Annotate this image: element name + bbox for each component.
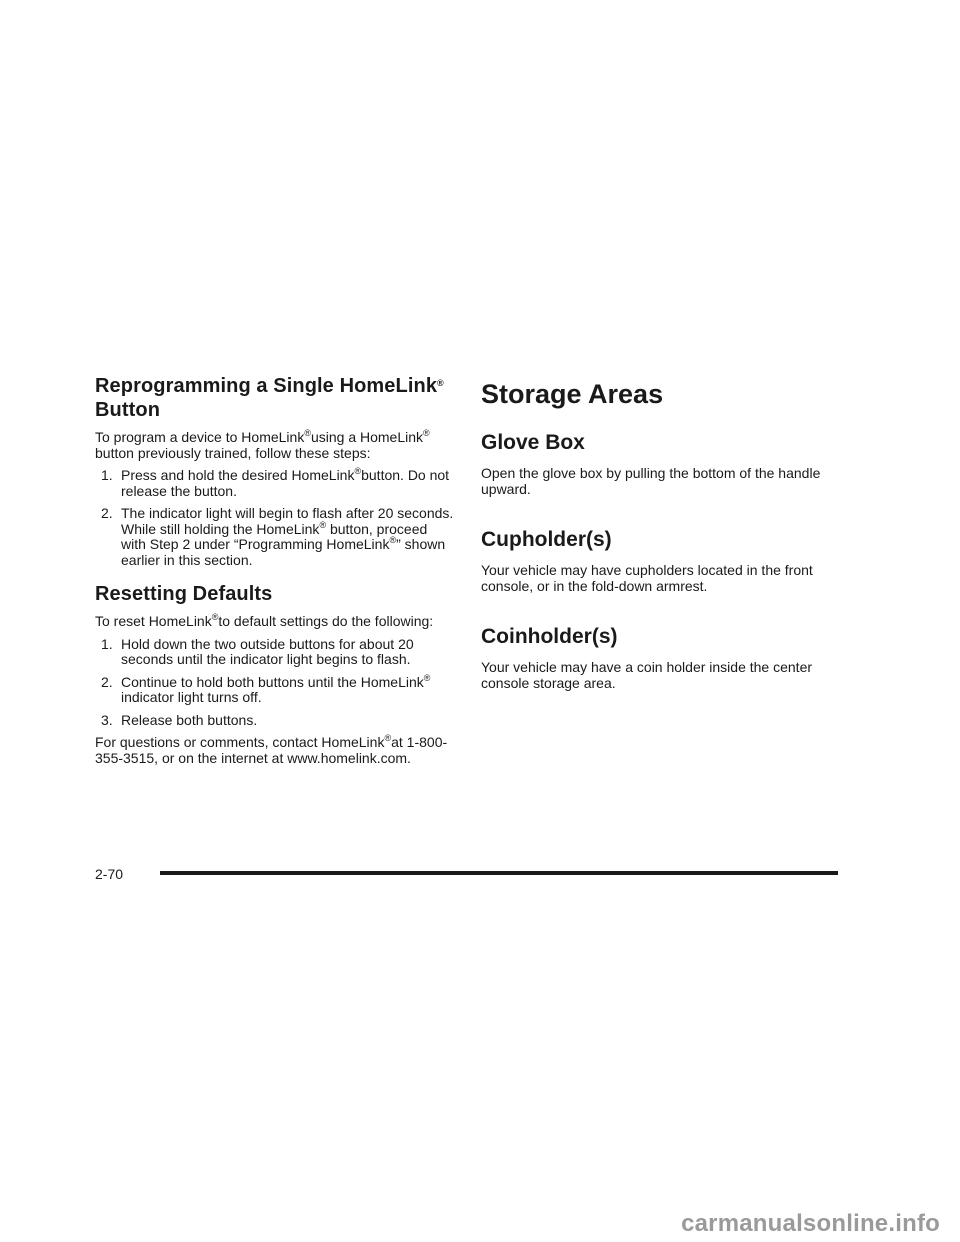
cupholder-text: Your vehicle may have cupholders located in the front console, or in the fold-down armrest. xyxy=(481,562,813,594)
glove-box-text: Open the glove box by pulling the bottom of the handle upward. xyxy=(481,465,821,497)
reset-step-3: 3. Release both buttons. xyxy=(101,711,258,728)
watermark: carmanualsonline.info xyxy=(681,1210,940,1237)
right-column xyxy=(481,374,841,721)
glove-box-heading: Glove Box xyxy=(481,431,585,454)
contact-paragraph: For questions or comments, contact HomeLink®at 1-800-355-3515, or on the internet at www.homelink.com. xyxy=(95,733,448,766)
resetting-defaults-heading: Resetting Defaults xyxy=(95,583,273,605)
coinholder-text: Your vehicle may have a coin holder inside the center console storage area. xyxy=(481,659,813,691)
reprogramming-heading: Reprogramming a Single HomeLink® Button xyxy=(95,375,444,421)
page-number: 2-70 xyxy=(95,866,124,882)
reprogramming-step-1: 1. Press and hold the desired HomeLink®button. Do not release the button. xyxy=(101,466,450,499)
cupholder-heading: Cupholder(s) xyxy=(481,528,612,551)
footer-rule xyxy=(160,871,838,875)
reset-step-1: 1. Hold down the two outside buttons for about 20 seconds until the indicator light begins to flash. xyxy=(101,635,414,667)
storage-areas-heading: Storage Areas xyxy=(481,379,664,409)
left-column xyxy=(95,374,455,773)
reprogramming-intro: To program a device to HomeLink®using a HomeLink® button previously trained, follow these steps: xyxy=(95,428,430,461)
reset-intro: To reset HomeLink®to default settings do the following: xyxy=(95,612,434,629)
reset-step-2: 2. Continue to hold both buttons until the HomeLink® indicator light turns off. xyxy=(101,672,431,705)
reprogramming-step-2: 2. The indicator light will begin to flash after 20 seconds. While still holding the HomeLink® button, proceed with Step 2 under “Programming HomeLink®” shown earlier in this section. xyxy=(101,505,454,568)
coinholder-heading: Coinholder(s) xyxy=(481,625,618,648)
